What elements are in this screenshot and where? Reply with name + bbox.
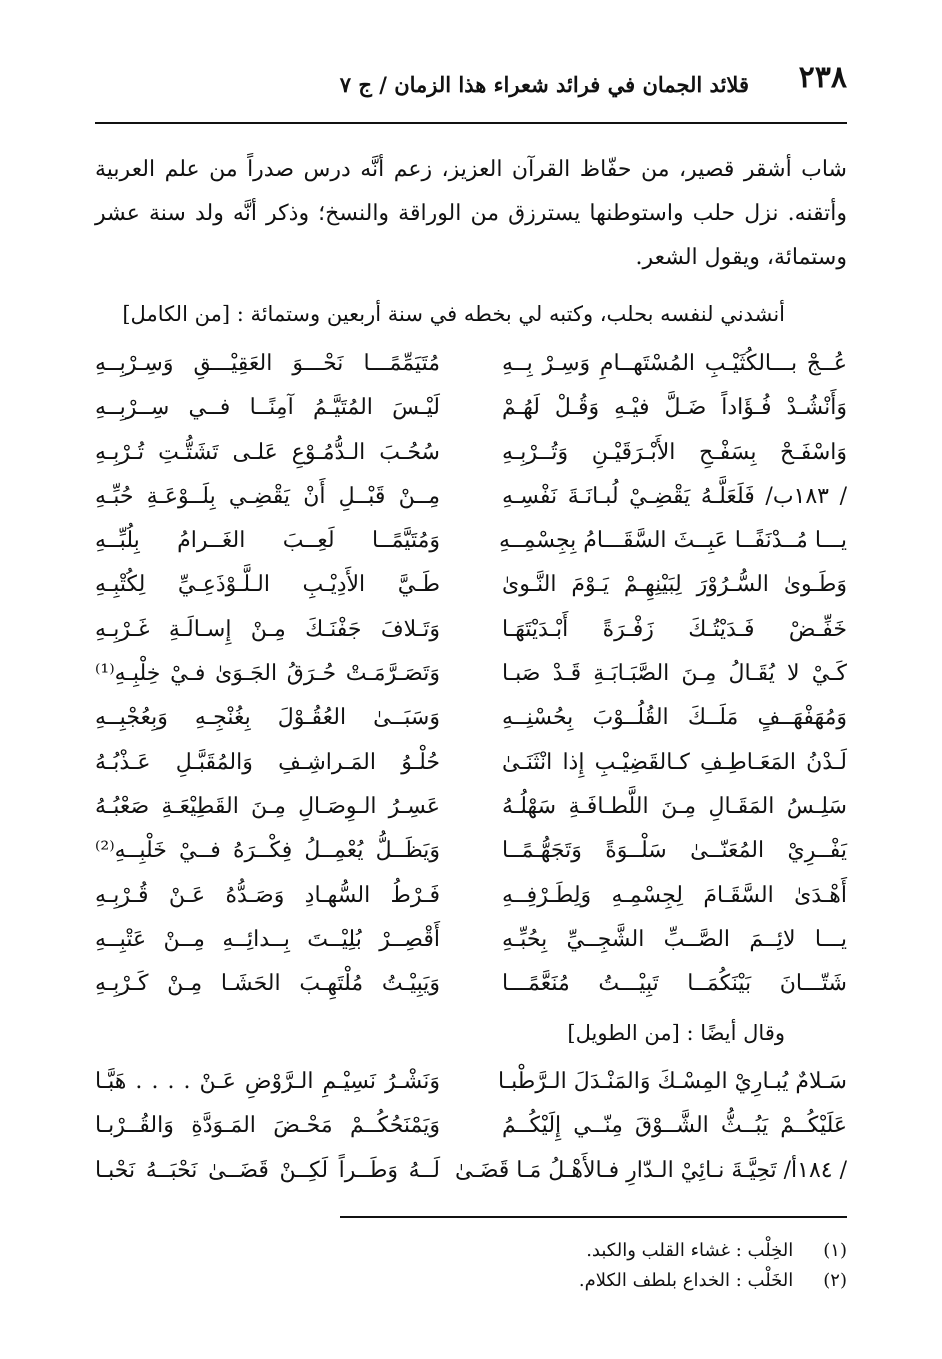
verse-line [95, 610, 847, 654]
first-hemistich: خَفِّـضْ فَـدَيْتُـكَ زَفْـرَةً أَبْـدَيْتَهَـا [502, 616, 847, 642]
first-hemistich: يـــا مُــدْنَفًــا عَبِــثَ السَّقَـــامُ بِجِسْمِــهِ [498, 528, 847, 554]
verse-line [95, 565, 847, 609]
first-hemistich: يـــا لائِــمَ الصَّــبِّ الشَّجِــيِّ بِحُبِّـهِ [502, 926, 847, 952]
verse-line [95, 521, 847, 565]
verse-line [95, 477, 847, 521]
second-hemistich: لَــهُ وَطَــراً لَكِــنْ قَضَــىٰ نَحْبَــهُ نَحْبـا [95, 1157, 440, 1183]
verse-line [95, 876, 847, 920]
second-hemistich: لَيْـسَ المُتَيَّـمُ آمِنًــا فــي سِــرْبِــهِ [95, 395, 440, 421]
first-hemistich: أَهْـدَىٰ السَّقَـامَ لِجِسْمِـهِ وَلِطَـرْفِــهِ [502, 882, 847, 908]
first-hemistich: سَلِـسُ المَقَـالِ مِـنَ اللَّطـافَـةِ سَهْلُـهُ [502, 793, 847, 819]
second-hemistich: أَقْصِــرْ بُلِيْــتَ بِــدائِــهِ مِــنْ عَتْبِــهِ [95, 926, 440, 952]
first-hemistich: وَمُهَفْهَــفٍ مَلَــكَ القُلُــوْبَ بِحُسْنِــهِ [502, 705, 847, 731]
poem-kamil [95, 344, 847, 1008]
verse-line [95, 831, 847, 875]
second-hemistich: وَمُتَيَّمًــا لَعِــبَ الغَــرامُ بِلُبِّــهِ [95, 528, 440, 554]
verse-line [95, 433, 847, 477]
footnote-text: الخَلْب : الخداع بلطف الكلام. [578, 1270, 794, 1291]
second-hemistich: وَتَصَـرَّمَـتْ حُـرَقُ الجَـوَىٰ فـيْ خِلْبِـهِ⁽¹⁾ [95, 661, 440, 687]
second-hemistich: وَنَشْـرُ نَسِيْـمِ الـرَّوْضِ عَـنْ . . . . هَبَّـا [95, 1069, 440, 1094]
verse-line [95, 743, 847, 787]
second-hemistich: حُلْـوُ المَـراشِـفِ وَالمُقَبَّـلِ عَـذْبُـهُ [95, 749, 440, 775]
second-hemistich: وَيَظَــلُّ يُعْمِــلُ فِكْــرَهُ فــيْ خَلْبِــهِ⁽²⁾ [95, 838, 440, 864]
first-hemistich: يَفْــرِيْ المُعَنّــىٰ سَلْــوَةً وَتَجَهُّـمًــا [502, 838, 847, 864]
first-hemistich: عُــجْ بـــالكُثَيْـبِ المُسْتَهــامِ وَسِـرْ بِــهِ [502, 351, 847, 376]
second-hemistich: وَيَمْنَحُكُــمْ مَحْـضَ المَـوَدَّةِ وَالقُــرْبـا [95, 1113, 440, 1139]
footnote [340, 1236, 847, 1266]
footnote-text: الخِلْب : غشاء القلب والكبد. [586, 1240, 794, 1261]
second-hemistich: مِــنْ قَبْــلِ أَنْ يَقْضِـي بِلَــوْعَـةِ حُبِّـهِ [95, 483, 440, 509]
verse-line [95, 1106, 847, 1150]
second-hemistich: وَيَبِيْـتُ مُلْتَهِـبَ الحَشَـا مِـنْ كَـرْبِـهِ [95, 971, 440, 997]
verse-line [95, 920, 847, 964]
first-hemistich: / ١٨٤أ/ تَحِيَّـةَ نـائِيْ الـدّارِ فـالأَهْـلُ مَـا قَضَـىٰ [454, 1157, 847, 1183]
verse-line [95, 964, 847, 1008]
first-hemistich: لَـدْنُ المَعَـاطِـفِ كـالقَضِيْـبِ إِذا انْثَنَـىٰ [502, 749, 847, 775]
verse-line [95, 1062, 847, 1106]
first-hemistich: / ١٨٣ب/ فَلَعَلَّـهُ يَقْضِـيْ لُبـانَـةَ نَفْسِـهِ [502, 483, 847, 509]
footnotes [340, 1236, 847, 1296]
second-hemistich: فَـرْطُ السُّهـادِ وَصَـدُّهُ عَـنْ قُـرْبِـهِ [95, 882, 440, 908]
page-number: ٢٣٨ [798, 60, 847, 95]
paragraph-text: شاب أشقر قصير، من حفّاظ القرآن العزيز، زعم أنَّه درس صدراً من علم العربية وأتقنه. نزل حلب واستوطنها يسترزق من الوراقة والنسخ؛ وذكر أنَّه ولد سنة عشر وستمائة، ويقول الشعر. [95, 157, 847, 270]
poem-intro-2 [95, 1015, 847, 1051]
second-hemistich: سُحُـبَ الـدُّمُـوْعِ عَلـى تَشَتُّـتِ تُـرْبِـهِ [95, 439, 440, 465]
verse-line [95, 388, 847, 432]
verse-line [95, 698, 847, 742]
poem-intro-2-text: وقال أيضًا : [من الطويل] [567, 1021, 785, 1045]
verse-line [95, 787, 847, 831]
poem-intro-text: أنشدني لنفسه بحلب، وكتبه لي بخطه في سنة أربعين وستمائة : [من الكامل] [122, 302, 785, 326]
second-hemistich: وَتَـلافَ جَفْنَـكَ مِـنْ إِسـالَـةِ غَـرْبِـهِ [95, 616, 440, 642]
poem-tawil [95, 1062, 847, 1195]
biography-paragraph [95, 148, 847, 280]
first-hemistich: شَتّـــانَ بَيْنَكُمَــا تَبِيْـــتُ مُنَعَّمًـــا [502, 971, 847, 997]
first-hemistich: سَـلامٌ يُبـارِيْ المِسْـكَ وَالمَنْـدَلَ الـرَّطْبـا [498, 1069, 847, 1094]
footnote-rule [340, 1216, 847, 1218]
header-rule [95, 122, 847, 124]
verse-line [95, 654, 847, 698]
first-hemistich: وَأَنْشُـدْ فُـؤَاداً ضَـلَّ فيْـهِ وَقُـلْ لَهُـمْ [502, 395, 847, 421]
verse-line [95, 344, 847, 388]
first-hemistich: عَلَيْكُــمْ يَبُــثُّ الشَّــوْقَ مِنّــي إِلَيْكُــمُ [502, 1113, 847, 1139]
second-hemistich: طَـيَّ الأَدِيْـبِ الـلَّـوْذَعِـيِّ لِكُتْبِـهِ [95, 572, 440, 598]
verse-line [95, 1151, 847, 1195]
second-hemistich: وَسَبَــىٰ العُقُـوْلَ بِغُنْجِـهِ وَبِعُجْبِــهِ [95, 705, 440, 731]
page-header [95, 58, 847, 106]
first-hemistich: وَاسْفَـحْ بِسَفْـحِ الأَبْـرَقَيْـنِ وَتُــرْبِـهِ [502, 439, 847, 465]
running-title: قلائد الجمان في فرائد شعراء هذا الزمان / ج ٧ [339, 72, 749, 97]
first-hemistich: وَطَـوىٰ السُّـرُوْرَ لِبَيْنِهِـمْ يَـوْمَ النَّـوىٰ [502, 572, 847, 598]
second-hemistich: عَسِـرُ الـوِصَـالِ مِـنَ القَطِيْعَـةِ صَعْبُـهُ [95, 793, 440, 819]
footnote [340, 1266, 847, 1296]
footnote-number: (٢) [823, 1270, 847, 1291]
second-hemistich: مُتَيَمِّمًـــا نَحْـــوَ العَقِيْـــقِ وَسِـرْبِــهِ [95, 351, 440, 376]
poem-intro [95, 296, 847, 332]
footnote-number: (١) [823, 1240, 847, 1261]
first-hemistich: كَـيْ لا يُقَـالُ مِـنَ الصَّبَـابَـةِ قَـدْ صَبـا [502, 661, 847, 687]
